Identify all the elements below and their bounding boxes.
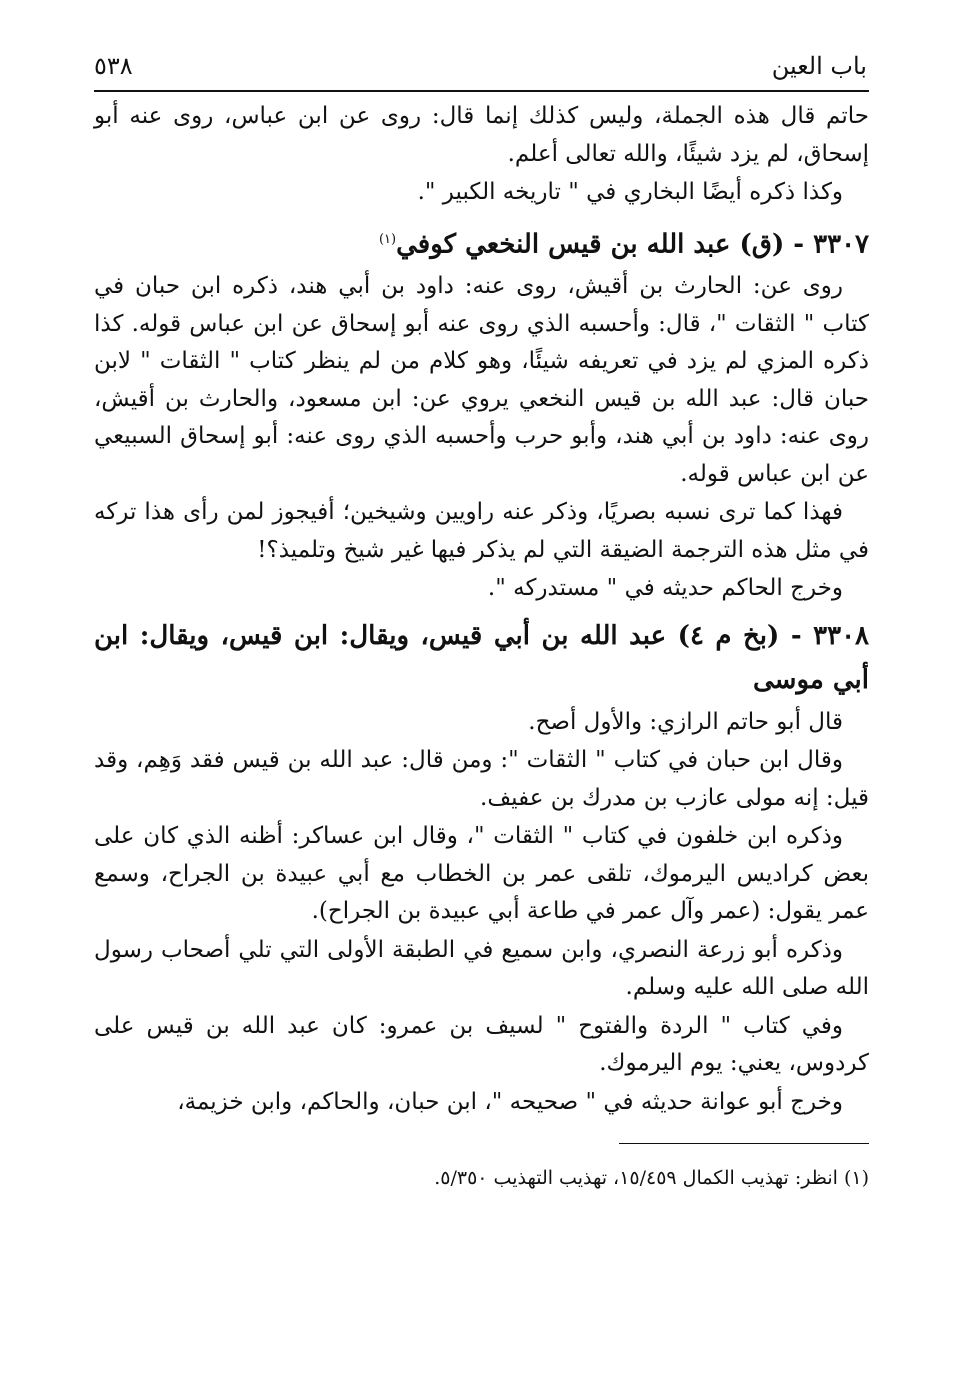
paragraph-8: وذكره ابن خلفون في كتاب " الثقات "، وقال ابن عساكر: أظنه الذي كان على بعض كراديس اليرموك، تلقى عمر بن الخطاب مع أبي عبيدة بن الجراح، وسمع عمر يقول: (عمر وآل عمر في طاعة أبي عبيدة بن الجراح).	[94, 823, 869, 925]
paragraph-7: وقال ابن حبان في كتاب " الثقات ": ومن قال: عبد الله بن قيس فقد وَهِم، وقد قيل: إنه مولى عازب بن مدرك بن عفيف.	[94, 747, 869, 811]
paragraph-10: وفي كتاب " الردة والفتوح " لسيف بن عمرو: كان عبد الله بن قيس على كردوس، يعني: يوم اليرموك.	[94, 1012, 869, 1077]
paragraph-4: فهذا كما ترى نسبه بصريًا، وذكر عنه راويين وشيخين؛ أفيجوز لمن رأى هذا تركه في مثل هذه الترجمة الضيقة التي لم يذكر فيها غير شيخ وتلميذ؟!	[94, 499, 869, 563]
page-number: ٥٣٨	[94, 52, 133, 80]
paragraph-1: حاتم قال هذه الجملة، وليس كذلك إنما قال: روى عن ابن عباس، روى عنه أبو إسحاق، لم يزد شيئًا، والله تعالى أعلم.	[94, 103, 869, 167]
entry-heading-3307	[94, 218, 869, 267]
book-page	[94, 48, 869, 1212]
footnote-divider	[619, 1143, 869, 1144]
chapter-title: باب العين	[771, 52, 867, 80]
footnote: (١) انظر: تهذيب الكمال ١٥/٤٥٩، تهذيب التهذيب ٥/٣٥٠.	[434, 1167, 869, 1190]
main-text	[94, 98, 869, 1121]
paragraph-6: قال أبو حاتم الرازي: والأول أصح.	[528, 708, 843, 735]
paragraph-11: وخرج أبو عوانة حديثه في " صحيحه "، ابن حبان، والحاكم، وابن خزيمة،	[177, 1088, 843, 1115]
entry-heading-3307-text: ٣٣٠٧ - (ق) عبد الله بن قيس النخعي كوفي	[396, 229, 869, 260]
paragraph-3: روى عن: الحارث بن أقيش، روى عنه: داود بن أبي هند، ذكره ابن حبان في كتاب " الثقات "، قال: وأحسبه الذي روى عنه أبو إسحاق عن ابن عباس قوله. كذا ذكره المزي لم يزد في تعريفه شيئًا، وهو كلام من لم ينظر كتاب " الثقات " لابن حبان قال: عبد الله بن قيس النخعي يروي عن: ابن مسعود، والحارث بن أقيش، روى عنه: داود بن أبي هند، وأبو حرب وأحسبه الذي روى عنه: أبو إسحاق السبيعي عن ابن عباس قوله.	[94, 273, 869, 487]
entry-heading-3308: ٣٣٠٨ - (بخ م ٤) عبد الله بن أبي قيس، ويقال: ابن قيس، ويقال: ابن أبي موسى	[94, 620, 869, 695]
paragraph-5: وخرج الحاكم حديثه في " مستدركه ".	[487, 575, 843, 602]
footnote-marker: (١)	[378, 231, 397, 247]
running-header	[94, 48, 869, 92]
paragraph-2: وكذا ذكره أيضًا البخاري في " تاريخه الكبير ".	[417, 179, 843, 205]
paragraph-9: وذكره أبو زرعة النصري، وابن سميع في الطبقة الأولى التي تلي أصحاب رسول الله صلى الله عليه وسلم.	[94, 936, 869, 1001]
